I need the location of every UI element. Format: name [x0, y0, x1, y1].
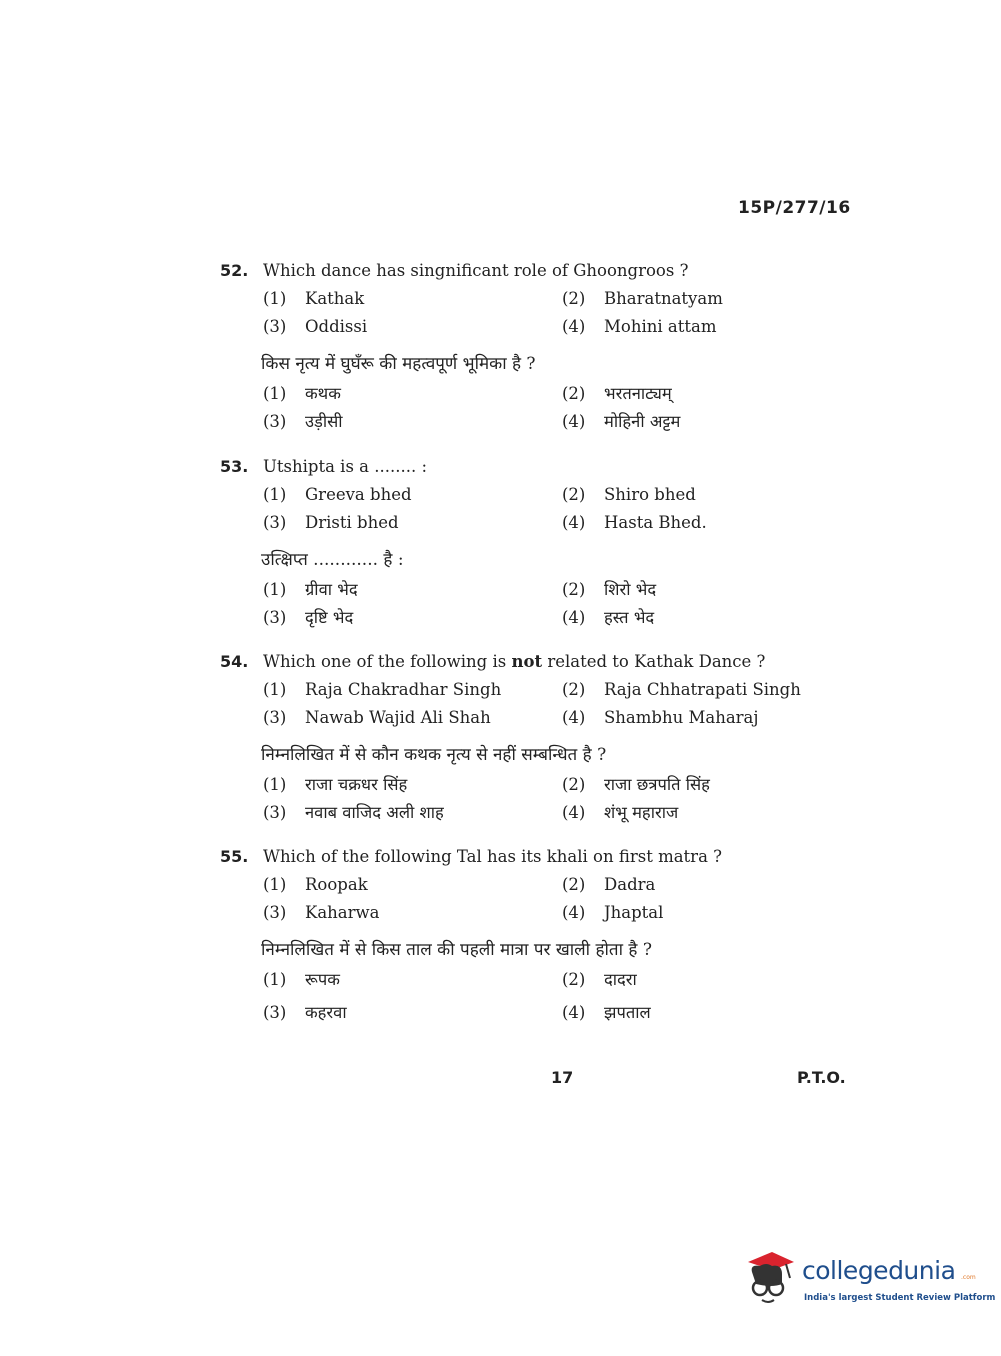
- option-3: (3) Dristi bhed: [263, 513, 399, 532]
- option-3: (3) Oddissi: [263, 317, 368, 336]
- option-hi-2: (2) राजा छत्रपति सिंह: [562, 775, 710, 794]
- question-text-hi: उत्क्षिप्त ............ है :: [261, 550, 404, 570]
- question-54: [220, 652, 820, 828]
- question-text-en: Which of the following Tal has its khali on first matra ?: [263, 847, 723, 866]
- brand-name: collegedunia: [802, 1256, 956, 1285]
- option-4: (4) Jhaptal: [562, 903, 664, 922]
- pto-label: P.T.O.: [797, 1068, 846, 1087]
- question-text-en: Utshipta is a ........ :: [263, 457, 428, 476]
- option-1: (1) Greeva bhed: [263, 485, 412, 504]
- option-hi-3: (3) उड़ीसी: [263, 412, 343, 431]
- question-text-hi: किस नृत्य में घुघँरू की महत्वपूर्ण भूमिका है ?: [261, 354, 536, 374]
- option-1: (1) Kathak: [263, 289, 365, 308]
- brand-suffix: .com: [961, 1274, 976, 1281]
- page-number: 17: [551, 1068, 574, 1087]
- option-hi-1: (1) रूपक: [263, 970, 340, 989]
- paper-code: 15P/277/16: [738, 198, 851, 218]
- option-hi-1: (1) ग्रीवा भेद: [263, 580, 358, 599]
- option-hi-4: (4) हस्त भेद: [562, 608, 655, 627]
- option-2: (2) Shiro bhed: [562, 485, 696, 504]
- question-number: 54.: [220, 652, 249, 671]
- option-2: (2) Raja Chhatrapati Singh: [562, 680, 801, 699]
- option-4: (4) Mohini attam: [562, 317, 717, 336]
- option-hi-4: (4) झपताल: [562, 1003, 651, 1022]
- option-hi-3: (3) नवाब वाजिद अली शाह: [263, 803, 444, 822]
- option-hi-3: (3) दृष्टि भेद: [263, 608, 354, 627]
- question-number: 52.: [220, 261, 249, 280]
- option-1: (1) Raja Chakradhar Singh: [263, 680, 502, 699]
- option-3: (3) Nawab Wajid Ali Shah: [263, 708, 491, 727]
- option-hi-2: (2) भरतनाट्यम्: [562, 384, 672, 403]
- option-4: (4) Hasta Bhed.: [562, 513, 707, 532]
- option-4: (4) Shambhu Maharaj: [562, 708, 759, 727]
- option-3: (3) Kaharwa: [263, 903, 380, 922]
- option-hi-1: (1) कथक: [263, 384, 341, 403]
- emphasis-not: not: [511, 652, 543, 671]
- option-hi-1: (1) राजा चक्रधर सिंह: [263, 775, 408, 794]
- collegedunia-logo: [742, 1246, 996, 1316]
- option-hi-3: (3) कहरवा: [263, 1003, 347, 1022]
- question-text-hi: निम्नलिखित में से किस ताल की पहली मात्रा पर खाली होता है ?: [261, 940, 652, 960]
- question-55: [220, 847, 820, 1028]
- option-hi-2: (2) दादरा: [562, 970, 637, 989]
- question-number: 55.: [220, 847, 249, 866]
- question-text-en: Which dance has singnificant role of Ghoongroos ?: [263, 261, 689, 280]
- option-2: (2) Bharatnatyam: [562, 289, 723, 308]
- option-2: (2) Dadra: [562, 875, 656, 894]
- option-hi-4: (4) मोहिनी अट्टम: [562, 412, 681, 431]
- question-53: [220, 457, 820, 633]
- question-52: [220, 261, 820, 437]
- brand-tagline: India's largest Student Review Platform: [804, 1293, 996, 1303]
- option-hi-4: (4) शंभू महाराज: [562, 803, 679, 822]
- question-number: 53.: [220, 457, 249, 476]
- question-text-hi: निम्नलिखित में से कौन कथक नृत्य से नहीं सम्बन्धित है ?: [261, 745, 607, 765]
- option-hi-2: (2) शिरो भेद: [562, 580, 657, 599]
- option-1: (1) Roopak: [263, 875, 368, 894]
- question-text-en: Which one of the following is not related to Kathak Dance ?: [263, 652, 766, 671]
- mascot-icon: [742, 1250, 798, 1306]
